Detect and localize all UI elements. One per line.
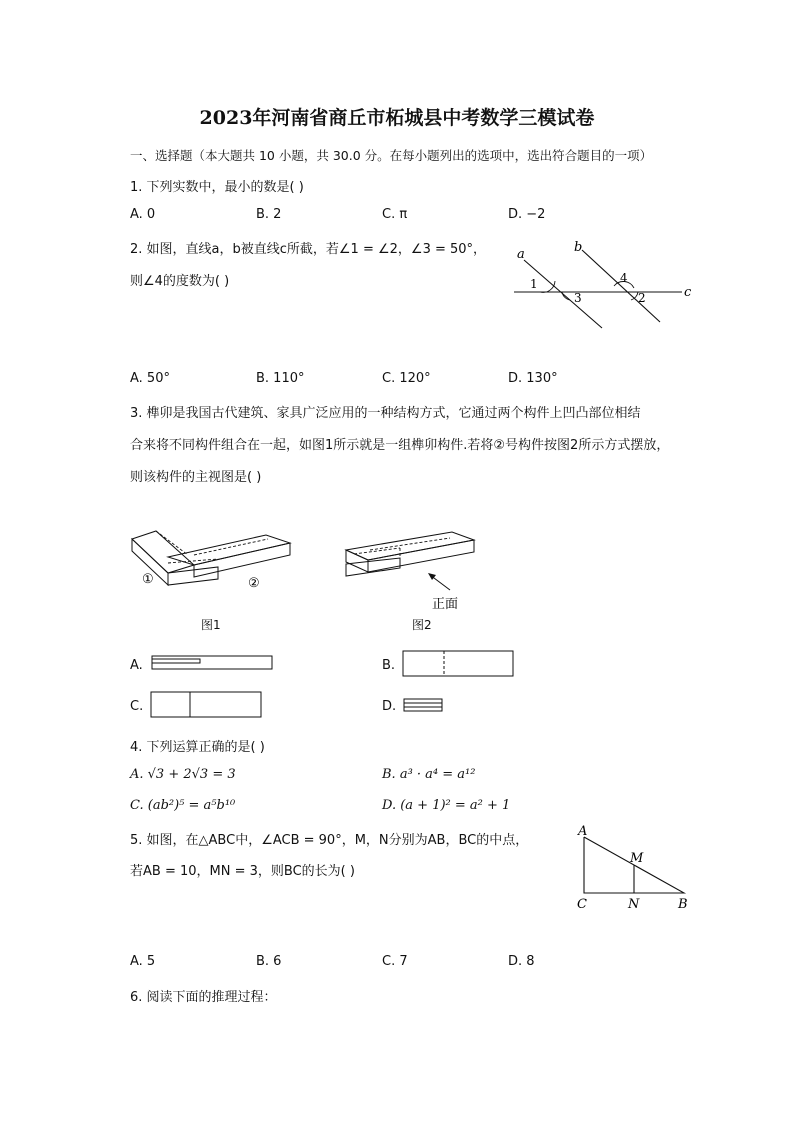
q4-option-b: B. a³ · a⁴ = a¹² xyxy=(382,767,476,782)
page-title: 2023年河南省商丘市柘城县中考数学三模试卷 xyxy=(199,107,595,129)
question-3-line-3: 则该构件的主视图是( ) xyxy=(130,470,262,485)
q3-option-d-view xyxy=(403,698,445,714)
label-angle-2: 2 xyxy=(638,291,646,305)
block-2-top xyxy=(168,535,290,565)
fig1-caption: 图1 xyxy=(201,618,221,632)
question-5-line-2: 若AB = 10，MN = 3，则BC的长为( ) xyxy=(130,864,355,879)
label-angle-1: 1 xyxy=(530,277,538,291)
fig1-label-1: ① xyxy=(142,572,154,587)
q3-option-c-label: C. xyxy=(130,699,144,714)
label-C: C xyxy=(577,897,587,912)
question-3-line-1: 3. 榫卯是我国古代建筑、家具广泛应用的一种结构方式，它通过两个构件上凹凸部位相结 xyxy=(130,406,641,421)
q3-option-a-view xyxy=(151,655,275,673)
question-2-line-2: 则∠4的度数为( ) xyxy=(130,274,230,289)
front-label: 正面 xyxy=(432,597,459,612)
q5-option-d: D. 8 xyxy=(508,954,535,969)
block-1-front xyxy=(168,567,218,585)
q2-figure xyxy=(510,238,700,333)
q5-option-a: A. 5 xyxy=(130,954,156,969)
label-M: M xyxy=(630,851,644,866)
angle-1-arc xyxy=(540,281,555,292)
question-1-stem: 1. 下列实数中，最小的数是( ) xyxy=(130,180,304,195)
hidden-edge-3 xyxy=(156,531,188,555)
fig2-caption: 图2 xyxy=(412,618,432,632)
q1-option-d: D. −2 xyxy=(508,207,546,222)
label-angle-4: 4 xyxy=(620,271,628,285)
q5-figure xyxy=(574,823,704,918)
q2-option-a: A. 50° xyxy=(130,371,170,386)
q1-option-b: B. 2 xyxy=(256,207,282,222)
q3-option-b-view xyxy=(402,650,516,678)
block-side xyxy=(346,550,368,572)
label-B: B xyxy=(678,897,688,912)
fig1-label-2: ② xyxy=(248,576,260,591)
question-5-line-1: 5. 如图，在△ABC中，∠ACB = 90°，M，N分别为AB，BC的中点， xyxy=(130,833,529,848)
hidden-edge-2 xyxy=(194,539,268,555)
label-a: a xyxy=(517,247,525,262)
question-6-stem: 6. 阅读下面的推理过程： xyxy=(130,990,277,1005)
q3-option-a-label: A. xyxy=(130,658,143,673)
q2-option-d: D. 130° xyxy=(508,371,558,386)
question-2-line-1: 2. 如图，直线a，b被直线c所截，若∠1 = ∠2，∠3 = 50°， xyxy=(130,242,487,257)
q1-option-a: A. 0 xyxy=(130,207,156,222)
q5-option-b: B. 6 xyxy=(256,954,282,969)
q1-option-c: C. π xyxy=(382,207,408,222)
label-b: b xyxy=(574,240,583,255)
q4-option-d: D. (a + 1)² = a² + 1 xyxy=(382,798,511,813)
block-front xyxy=(368,540,474,572)
label-angle-3: 3 xyxy=(574,291,582,305)
q2-option-c: C. 120° xyxy=(382,371,431,386)
label-c: c xyxy=(684,285,692,300)
question-3-line-2: 合来将不同构件组合在一起，如图1所示就是一组榫卯构件.若将②号构件按图2所示方式摆放， xyxy=(130,438,670,453)
q3-figure-2 xyxy=(340,528,490,618)
q3-figure-1 xyxy=(128,525,298,595)
q3-option-c-view xyxy=(150,691,264,719)
q3-option-d-label: D. xyxy=(382,699,397,714)
line-b xyxy=(582,250,660,322)
label-A: A xyxy=(578,824,588,839)
q3-option-b-label: B. xyxy=(382,658,396,673)
q4-option-c: C. (ab²)⁵ = a⁵b¹⁰ xyxy=(130,798,236,813)
question-4-stem: 4. 下列运算正确的是( ) xyxy=(130,740,265,755)
q4-option-a: A. √3 + 2√3 = 3 xyxy=(130,767,236,782)
q5-option-c: C. 7 xyxy=(382,954,408,969)
q2-option-b: B. 110° xyxy=(256,371,305,386)
label-N: N xyxy=(628,897,640,912)
section-header: 一、选择题（本大题共 10 小题，共 30.0 分。在每小题列出的选项中，选出符合题目的一项） xyxy=(130,148,653,163)
